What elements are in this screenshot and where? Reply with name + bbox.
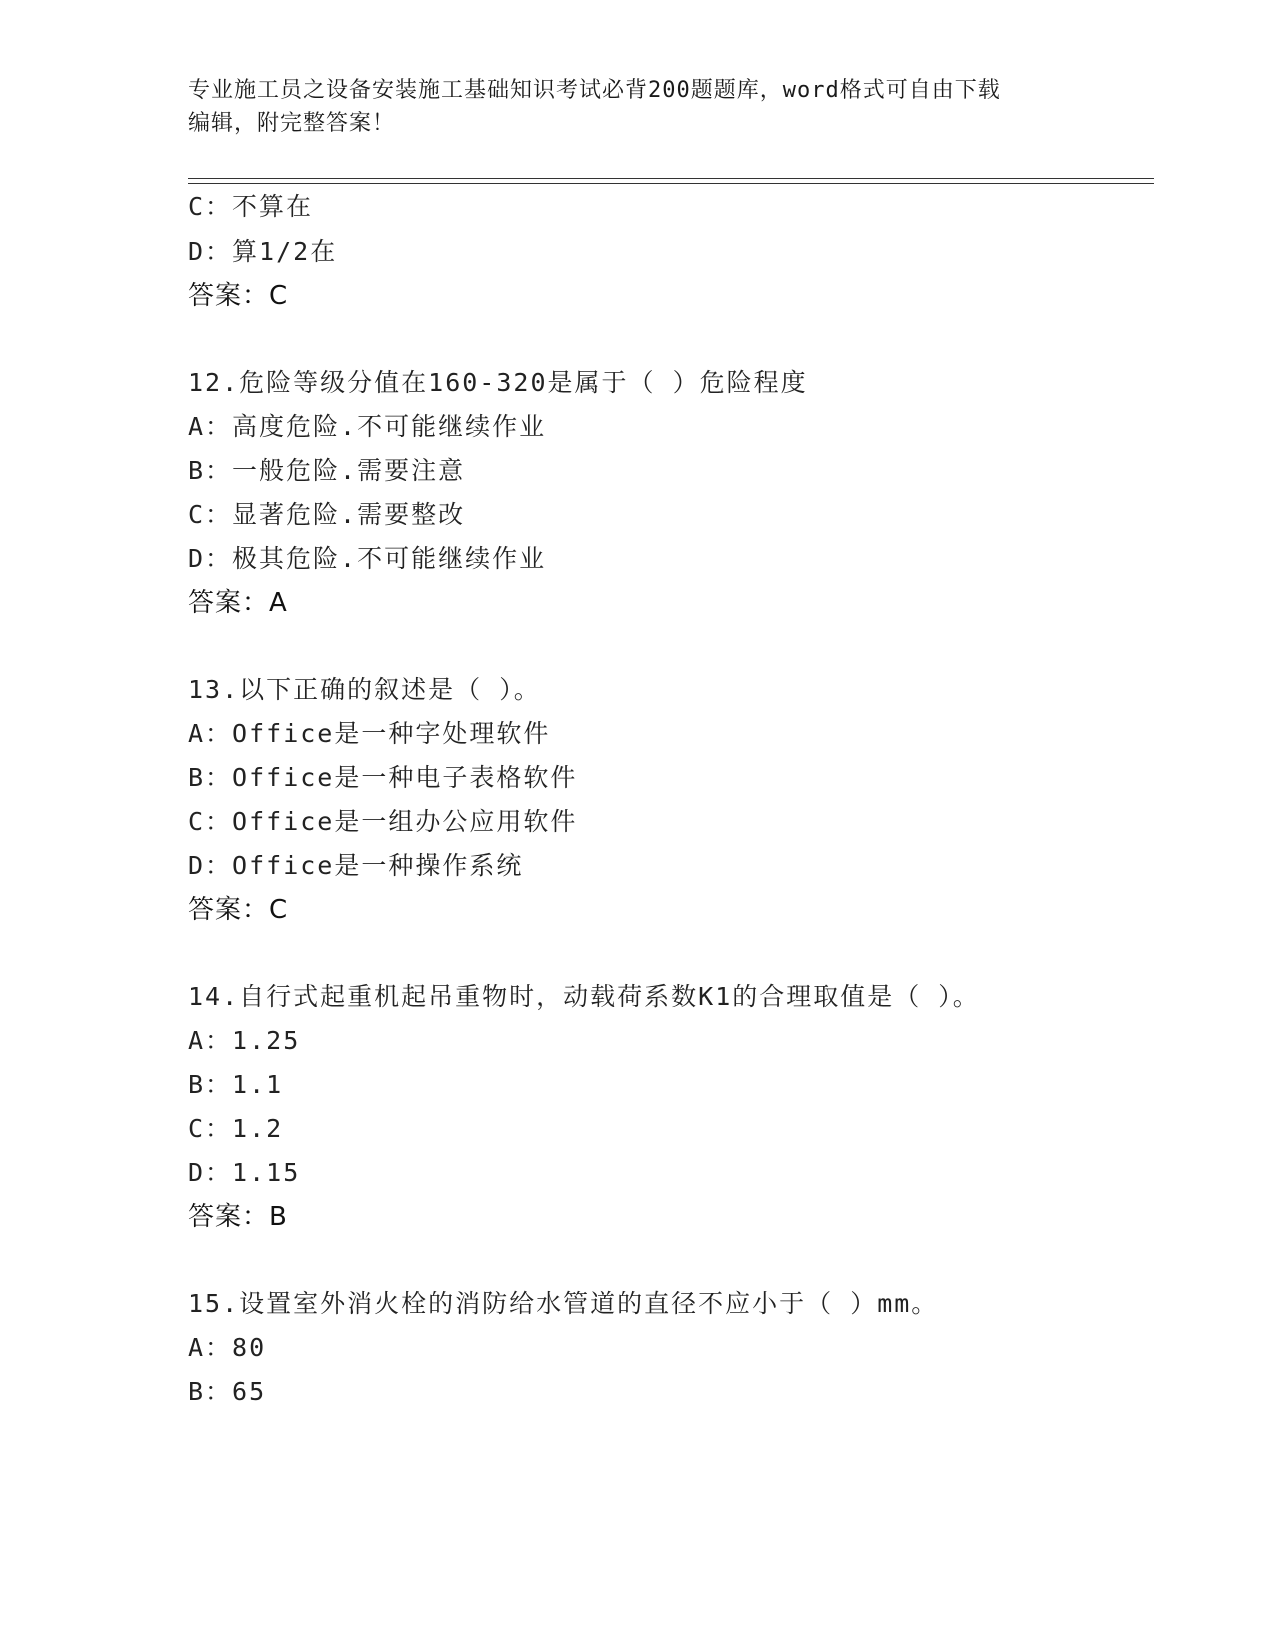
header-divider-bottom [188,183,1154,184]
option-b: B：Office是一种电子表格软件 [188,763,578,792]
question-stem: 12.危险等级分值在160-320是属于（ ）危险程度 [188,368,808,397]
option-a: A：80 [188,1333,267,1362]
answer-line: 答案：C [188,895,289,925]
option-a: A：1.25 [188,1026,301,1055]
option-b: B：一般危险.需要注意 [188,456,466,485]
option-c: C：1.2 [188,1114,284,1143]
option-b: B：1.1 [188,1070,284,1099]
option-c: C：显著危险.需要整改 [188,500,466,529]
option-b: B：65 [188,1377,267,1406]
answer-line: 答案：B [188,1202,288,1232]
option-d: D：1.15 [188,1158,301,1187]
header-divider-top [188,178,1154,179]
question-stem: 15.设置室外消火栓的消防给水管道的直径不应小于（ ）mm。 [188,1289,939,1318]
option-d: D：极其危险.不可能继续作业 [188,544,547,573]
option-d: D：Office是一种操作系统 [188,851,524,880]
option-c: C：Office是一组办公应用软件 [188,807,578,836]
option-a: A：Office是一种字处理软件 [188,719,551,748]
answer-line: 答案：A [188,588,288,618]
document-header [188,74,1088,140]
option-a: A：高度危险.不可能继续作业 [188,412,547,441]
header-line-1: 专业施工员之设备安装施工基础知识考试必背200题题库，word格式可自由下载 [188,78,1001,103]
question-stem: 13.以下正确的叙述是（ ）。 [188,675,541,704]
option-c: C：不算在 [188,192,314,221]
option-d: D：算1/2在 [188,237,338,266]
question-stem: 14.自行式起重机起吊重物时，动载荷系数K1的合理取值是（ ）。 [188,982,980,1011]
header-line-2: 编辑，附完整答案！ [188,111,396,136]
answer-line: 答案：C [188,281,289,311]
